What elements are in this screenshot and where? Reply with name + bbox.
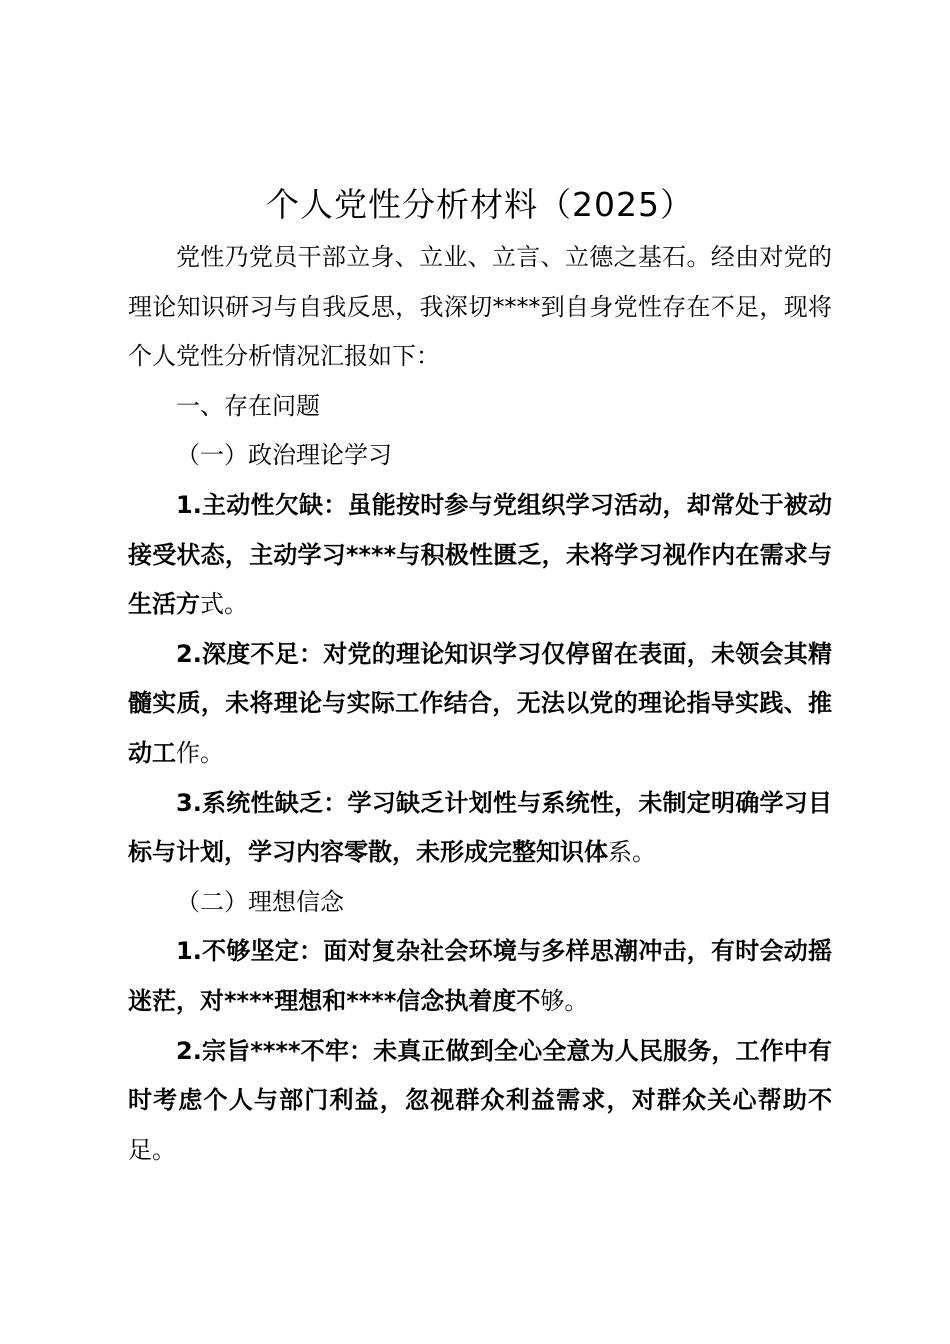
section-heading-problems: 一、存在问题 [176, 391, 320, 420]
subsection-heading-ideals: （二）理想信念 [176, 887, 344, 916]
document-title: 个人党性分析材料（2025） [266, 185, 694, 224]
list-item [128, 1027, 832, 1176]
item-bold-text: 2.深度不足：对党的理论知识学习仅停留在表面，未领会其精髓实质，未将理论与实际工作结合，无法以党的理论指导实践、推动工 [128, 639, 832, 767]
item-bold-text: 2.宗旨****不牢：未真正做到全心全意为人民服务，工作中有时考虑个人与部门利益，忽视群众利益需求，对群众关心帮助不 [128, 1036, 832, 1115]
item-tail-text: 够。 [540, 986, 589, 1015]
item-tail-text: 系。 [608, 838, 656, 867]
list-item [128, 481, 832, 630]
item-bold-text: 1.主动性欠缺：虽能按时参与党组织学习活动，却常处于被动接受状态，主动学习****与积极性匮乏，未将学习视作内在需求与生活方 [128, 490, 832, 619]
item-bold-text: 3.系统性缺乏：学习缺乏计划性与系统性，未制定明确学习目标与计划，学习内容零散，未形成完整知识体 [128, 788, 832, 867]
item-bold-text: 1.不够坚定：面对复杂社会环境与多样思潮冲击，有时会动摇迷茫，对****理想和****信念执着度不 [128, 937, 832, 1015]
list-item [128, 630, 832, 779]
item-tail-text: 式。 [200, 590, 248, 619]
item-tail-text: 足。 [128, 1135, 176, 1164]
list-item [128, 779, 832, 878]
intro-paragraph: 党性乃党员干部立身、立业、立言、立德之基石。经由对党的理论知识研习与自我反思，我深切****到自身党性存在不足，现将个人党性分析情况汇报如下： [128, 243, 832, 371]
item-tail-text: 作。 [176, 738, 224, 767]
list-item [128, 927, 832, 1026]
document-page [128, 180, 832, 1175]
subsection-heading-political-theory: （一）政治理论学习 [176, 441, 392, 470]
